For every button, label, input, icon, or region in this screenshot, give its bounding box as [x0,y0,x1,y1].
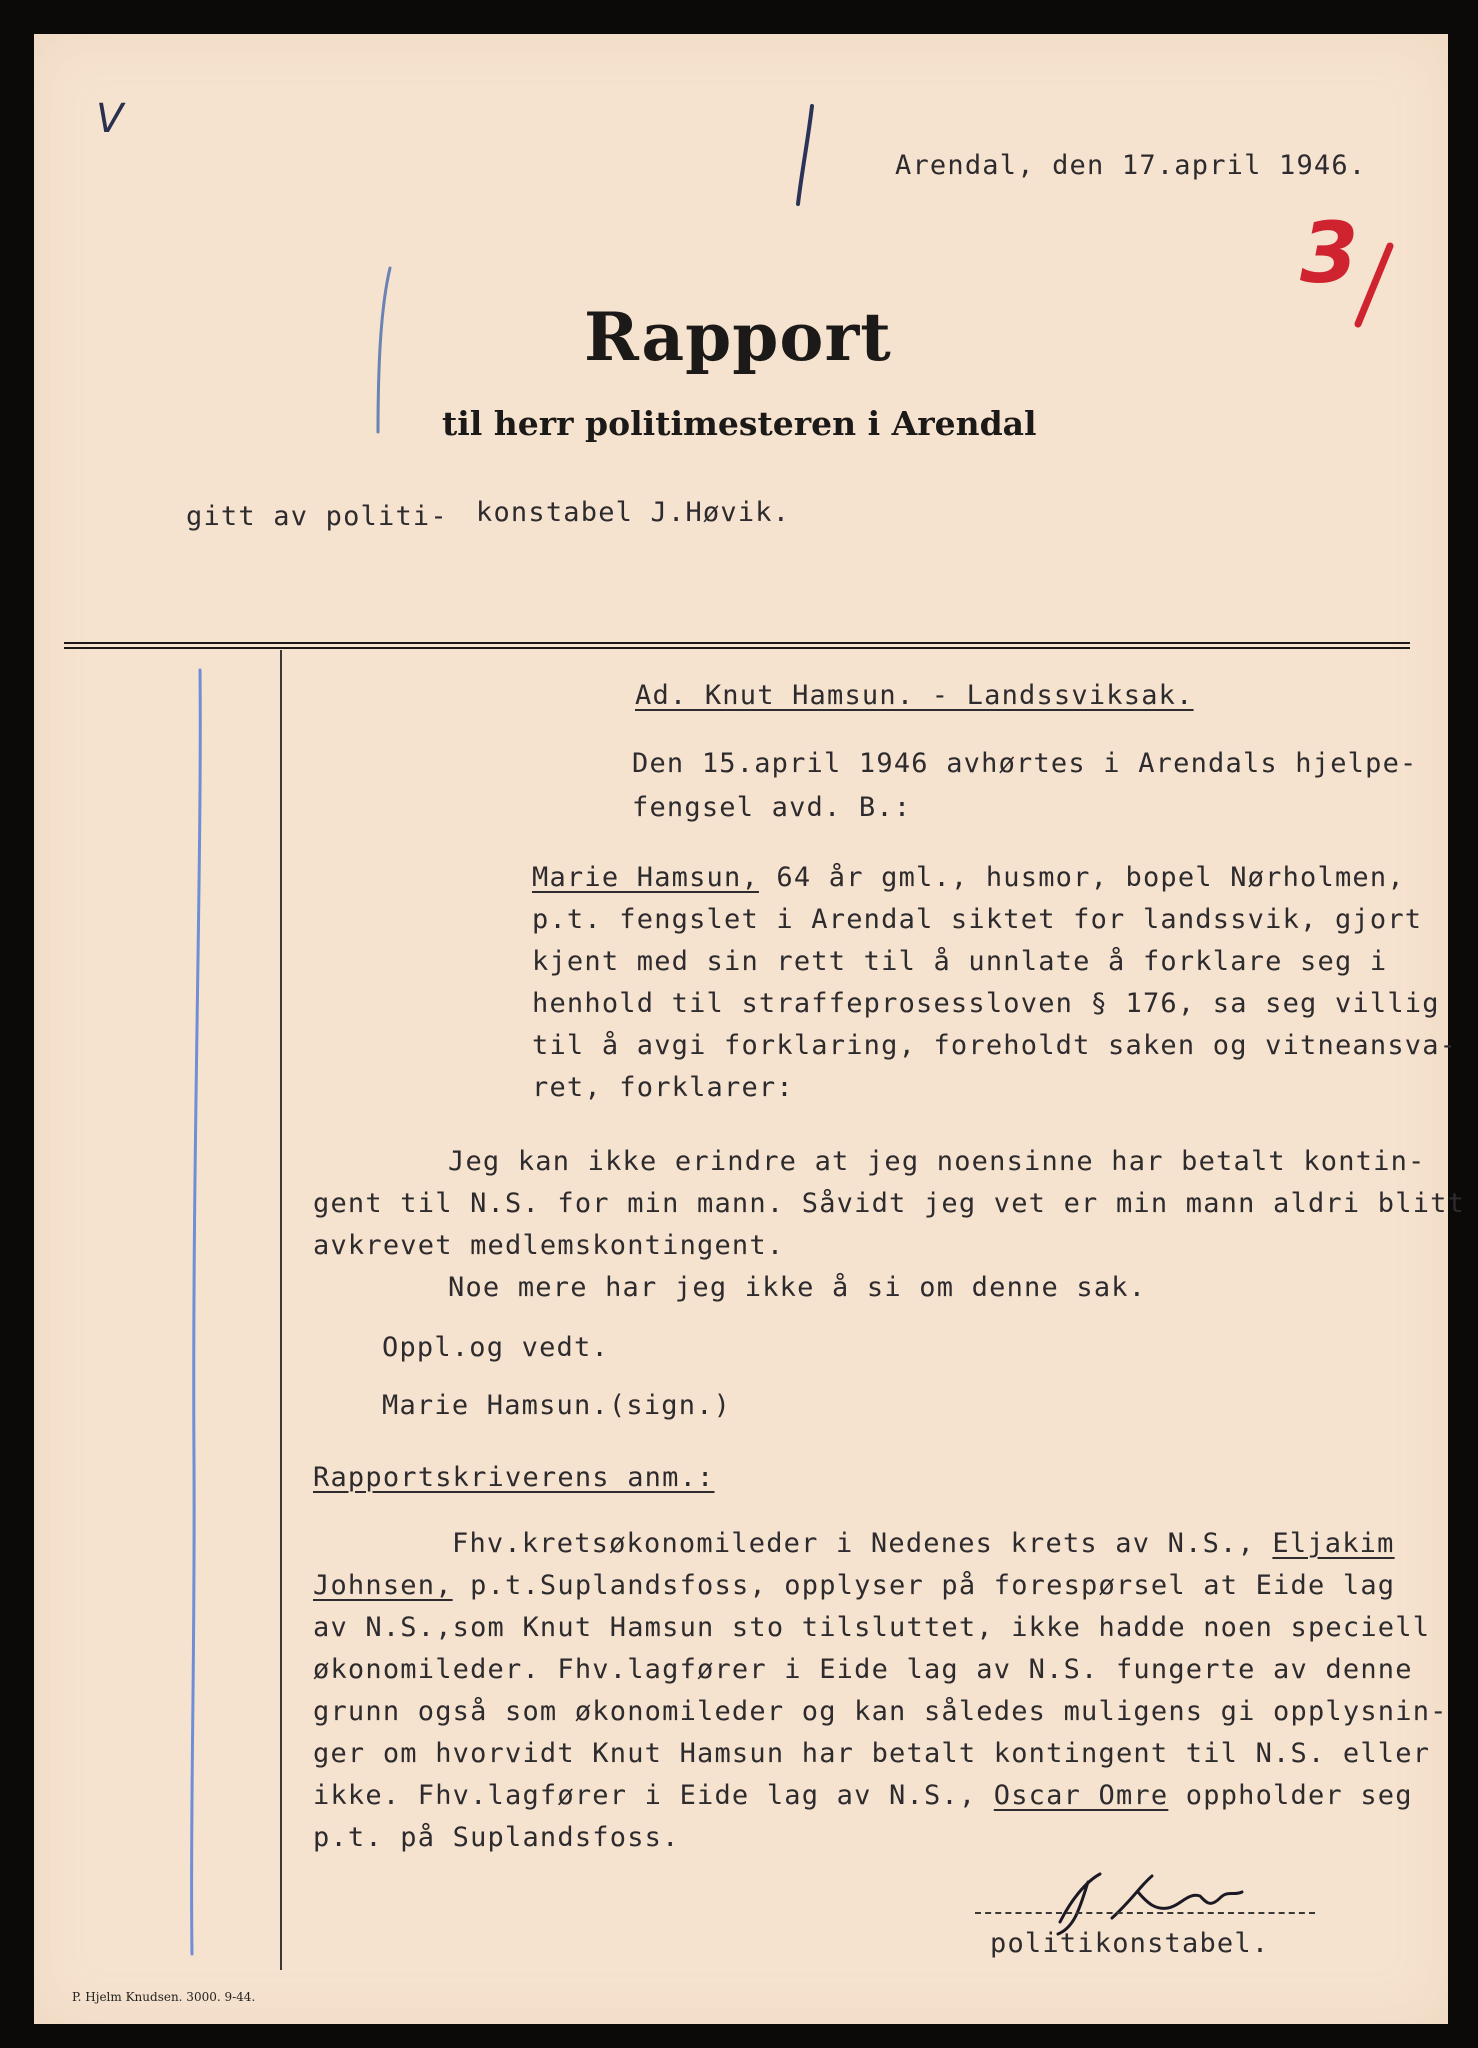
remarks-line-4: økonomileder. Fhv.lagfører i Eide lag av N.S. fungerte av denne [313,1654,1413,1685]
subject-line: Ad. Knut Hamsun. - Landssviksak. [635,680,1194,711]
person-line-4: henhold til straffeprosessloven § 176, sa seg villig [532,988,1440,1019]
signed-line: Marie Hamsun.(sign.) [382,1390,732,1421]
document-title: Rapport [584,298,892,376]
statement-line-2: gent til N.S. for min mann. Såvidt jeg vet er min mann aldri blitt [313,1188,1466,1219]
place-date-line: Arendal, den 17.april 1946. [895,150,1367,181]
person-line-3: kjent med sin rett til å unnlate å forklare seg i [532,946,1388,977]
remarks-line-8: p.t. på Suplandsfoss. [313,1822,680,1853]
red-folio-number: 3 [1300,204,1359,302]
document-subtitle: til herr politimesteren i Arendal [442,404,1037,443]
name-eljakim: Eljakim [1272,1528,1395,1559]
pencil-bracket-mark [370,262,400,442]
header-rule-top [64,642,1410,644]
remarks-heading: Rapportskriverens anm.: [313,1462,715,1493]
statement-line-3: avkrevet medlemskontingent. [313,1230,785,1261]
name-johnsen: Johnsen, [313,1570,453,1601]
remarks-line-3: av N.S.,som Knut Hamsun sto tilsluttet, ikke hadde noen speciell [313,1612,1431,1643]
red-slash-mark [1340,240,1400,330]
printer-imprint: P. Hjelm Knudsen. 3000. 9-44. [72,1990,256,2004]
remarks-line-5: grunn også som økonomileder og kan således muligens gi opplysnin- [313,1696,1448,1727]
intro-line-2: fengsel avd. B.: [632,792,912,823]
margin-rule [280,650,282,1970]
read-approved-line: Oppl.og vedt. [382,1332,609,1363]
person-line-1: Marie Hamsun, 64 år gml., husmor, bopel Nørholmen, [532,862,1405,893]
person-line-5: til å avgi forklaring, foreholdt saken og vitneansva- [532,1030,1458,1061]
person-line-2: p.t. fengslet i Arendal siktet for landssvik, gjort [532,904,1423,935]
remarks-line-2: Johnsen, p.t.Suplandsfoss, opplyser på forespørsel at Eide lag [313,1570,1396,1601]
pencil-check-mark: V [96,96,124,142]
pencil-stroke-mark [790,100,820,210]
signature-title: politikonstabel. [990,1928,1270,1959]
given-by-name: konstabel J.Høvik. [476,497,791,528]
person-line-6: ret, forklarer: [532,1072,794,1103]
person-name: Marie Hamsun, [532,862,759,893]
header-rule-bottom [64,647,1410,649]
blue-pencil-margin-line [180,664,220,1964]
signature-line [975,1912,1315,1914]
given-by-label: gitt av politi- [186,501,448,532]
name-oscar-omre: Oscar Omre [993,1780,1169,1811]
remarks-line-1: Fhv.kretsøkonomileder i Nedenes krets av N.S., Eljakim [452,1528,1395,1559]
statement-line-1: Jeg kan ikke erindre at jeg noensinne har betalt kontin- [448,1146,1426,1177]
remarks-line-7: ikke. Fhv.lagfører i Eide lag av N.S., Oscar Omre oppholder seg [313,1780,1413,1811]
statement-line-4: Noe mere har jeg ikke å si om denne sak. [448,1272,1147,1303]
intro-line-1: Den 15.april 1946 avhørtes i Arendals hjelpe- [632,748,1418,779]
remarks-line-6: ger om hvorvidt Knut Hamsun har betalt kontingent til N.S. eller [313,1738,1431,1769]
